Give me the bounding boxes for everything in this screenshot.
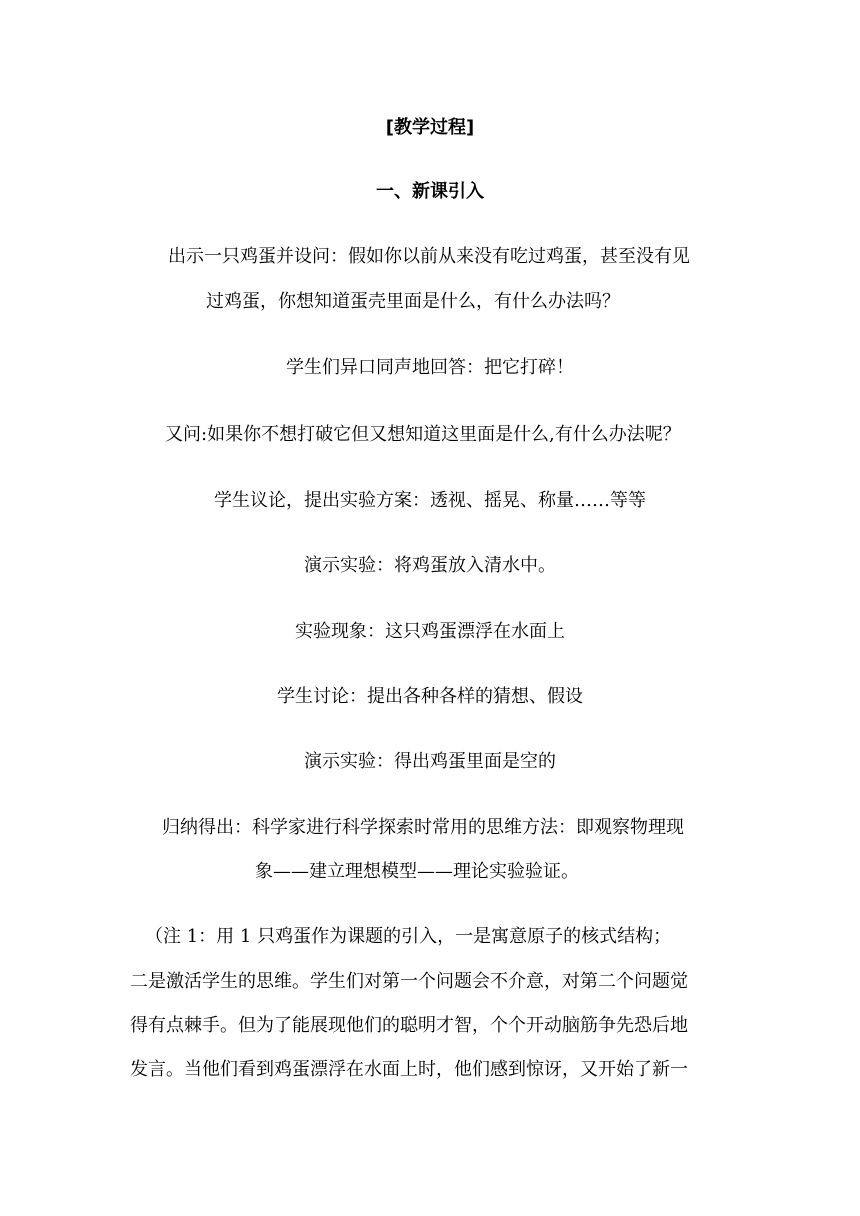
summary-line-2: 象——建立理想模型——理论实验验证。 (255, 861, 579, 882)
demo-experiment-1: 演示实验：将鸡蛋放入清水中。 (304, 555, 556, 576)
student-answer: 学生们异口同声地回答：把它打碎！ (286, 357, 574, 378)
second-question: 又问:如果你不想打破它但又想知道这里面是什么,有什么办法呢？ (165, 424, 681, 445)
lesson-process-heading: [教学过程] (385, 117, 475, 138)
section-title: 一、新课引入 (376, 181, 484, 202)
summary-line-1: 归纳得出：科学家进行科学探索时常用的思维方法：即观察物理现 (162, 817, 684, 838)
note-line-3: 得有点棘手。但为了能展现他们的聪明才智，个个开动脑筋争先恐后地 (130, 1015, 688, 1036)
student-discussion-2: 学生讨论：提出各种各样的猜想、假设 (277, 686, 583, 707)
note-line-4: 发言。当他们看到鸡蛋漂浮在水面上时，他们感到惊讶，又开始了新一 (130, 1059, 688, 1080)
intro-question-line-1: 出示一只鸡蛋并设问：假如你以前从来没有吃过鸡蛋，甚至没有见 (168, 246, 690, 267)
experiment-phenomenon: 实验现象：这只鸡蛋漂浮在水面上 (295, 621, 565, 642)
demo-experiment-2: 演示实验：得出鸡蛋里面是空的 (304, 751, 556, 772)
note-line-2: 二是激活学生的思维。学生们对第一个问题会不介意，对第二个问题觉 (130, 971, 688, 992)
note-line-1: （注 1：用 1 只鸡蛋作为课题的引入，一是寓意原子的核式结构； (145, 926, 672, 947)
student-discussion-1: 学生议论，提出实验方案：透视、摇晃、称量……等等 (214, 490, 646, 511)
intro-question-line-2: 过鸡蛋，你想知道蛋壳里面是什么，有什么办法吗？ (206, 291, 620, 312)
